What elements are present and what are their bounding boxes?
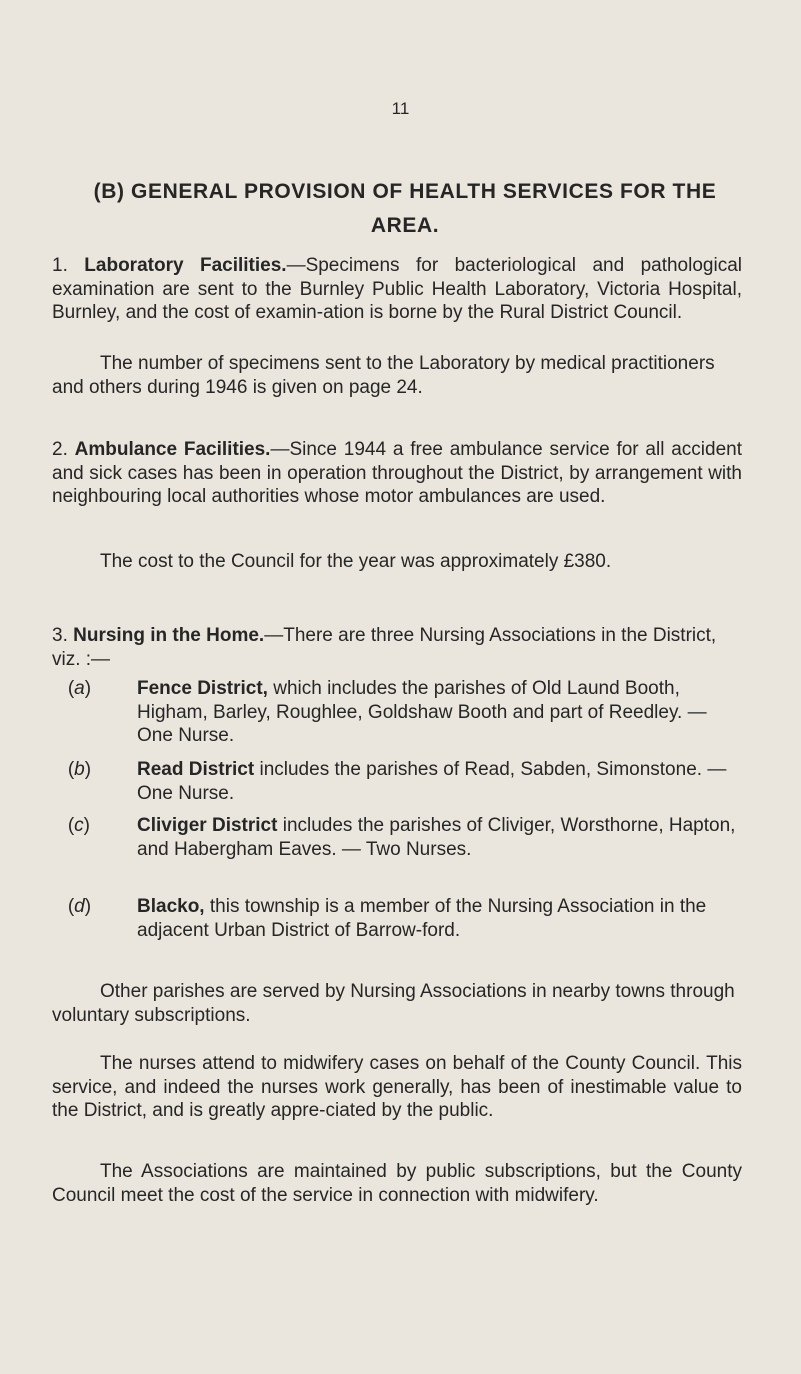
district-description: includes the parishes of Cliviger, Worsthorne, Hapton, and Habergham Eaves. — Two Nurses.: [137, 815, 736, 860]
laboratory-text: —Specimens for bacteriological and pathological examination are sent to the Burnley Public Health Laboratory, Victoria Hospital, Burnley, and the cost of examin-ation is borne by the Rural District Council.: [52, 255, 742, 323]
nursing-heading: Nursing in the Home.: [73, 625, 265, 646]
nursing-text: —There are three Nursing Associations in the District, viz. :—: [52, 625, 717, 670]
page-number: 11: [391, 99, 410, 118]
ambulance-heading: Ambulance Facilities.: [74, 439, 271, 460]
list-marker: (d): [52, 896, 92, 917]
district-name: Fence District,: [137, 678, 268, 699]
list-marker: (b): [52, 759, 92, 780]
list-item: [52, 758, 742, 805]
district-description: which includes the parishes of Old Laund Booth, Higham, Barley, Roughlee, Goldshaw Booth and part of Reedley. — One Nurse.: [137, 678, 707, 746]
ambulance-number: 2.: [52, 439, 68, 460]
ambulance-paragraph: [52, 438, 742, 509]
district-name: Blacko,: [137, 896, 205, 917]
list-item: [52, 677, 742, 748]
list-marker: (c): [52, 815, 90, 836]
nursing-paragraph: [52, 624, 742, 671]
section-title: (B) GENERAL PROVISION OF HEALTH SERVICES FOR THE AREA.: [93, 180, 717, 237]
subscriptions-paragraph: The Associations are maintained by public subscriptions, but the County Council meet the cost of the service in connection with midwifery.: [52, 1161, 742, 1206]
district-description: includes the parishes of Read, Sabden, Simonstone. — One Nurse.: [137, 759, 727, 804]
nursing-number: 3.: [52, 625, 68, 646]
ambulance-text: —Since 1944 a free ambulance service for all accident and sick cases has been in operation throughout the District, by arrangement with neighbouring local authorities whose motor ambulances are used.: [52, 439, 742, 507]
other-parishes-paragraph: Other parishes are served by Nursing Associations in nearby towns through voluntary subscriptions.: [52, 981, 735, 1026]
district-name: Read District: [137, 759, 255, 780]
midwifery-paragraph: The nurses attend to midwifery cases on behalf of the County Council. This service, and indeed the nurses work generally, has been of inestimable value to the District, and is greatly appre-ciated by the public.: [52, 1053, 742, 1121]
laboratory-heading: Laboratory Facilities.: [84, 255, 287, 276]
ambulance-cost-paragraph: The cost to the Council for the year was approximately £380.: [100, 551, 612, 572]
district-name: Cliviger District: [137, 815, 278, 836]
district-description: this township is a member of the Nursing Association in the adjacent Urban District of Barrow-ford.: [137, 896, 707, 941]
laboratory-paragraph: [52, 254, 742, 325]
list-marker: (a): [52, 678, 92, 699]
laboratory-specimens-paragraph: The number of specimens sent to the Laboratory by medical practitioners and others during 1946 is given on page 24.: [52, 353, 715, 398]
list-item: [52, 814, 742, 861]
list-item: [52, 895, 742, 942]
laboratory-number: 1.: [52, 255, 68, 276]
